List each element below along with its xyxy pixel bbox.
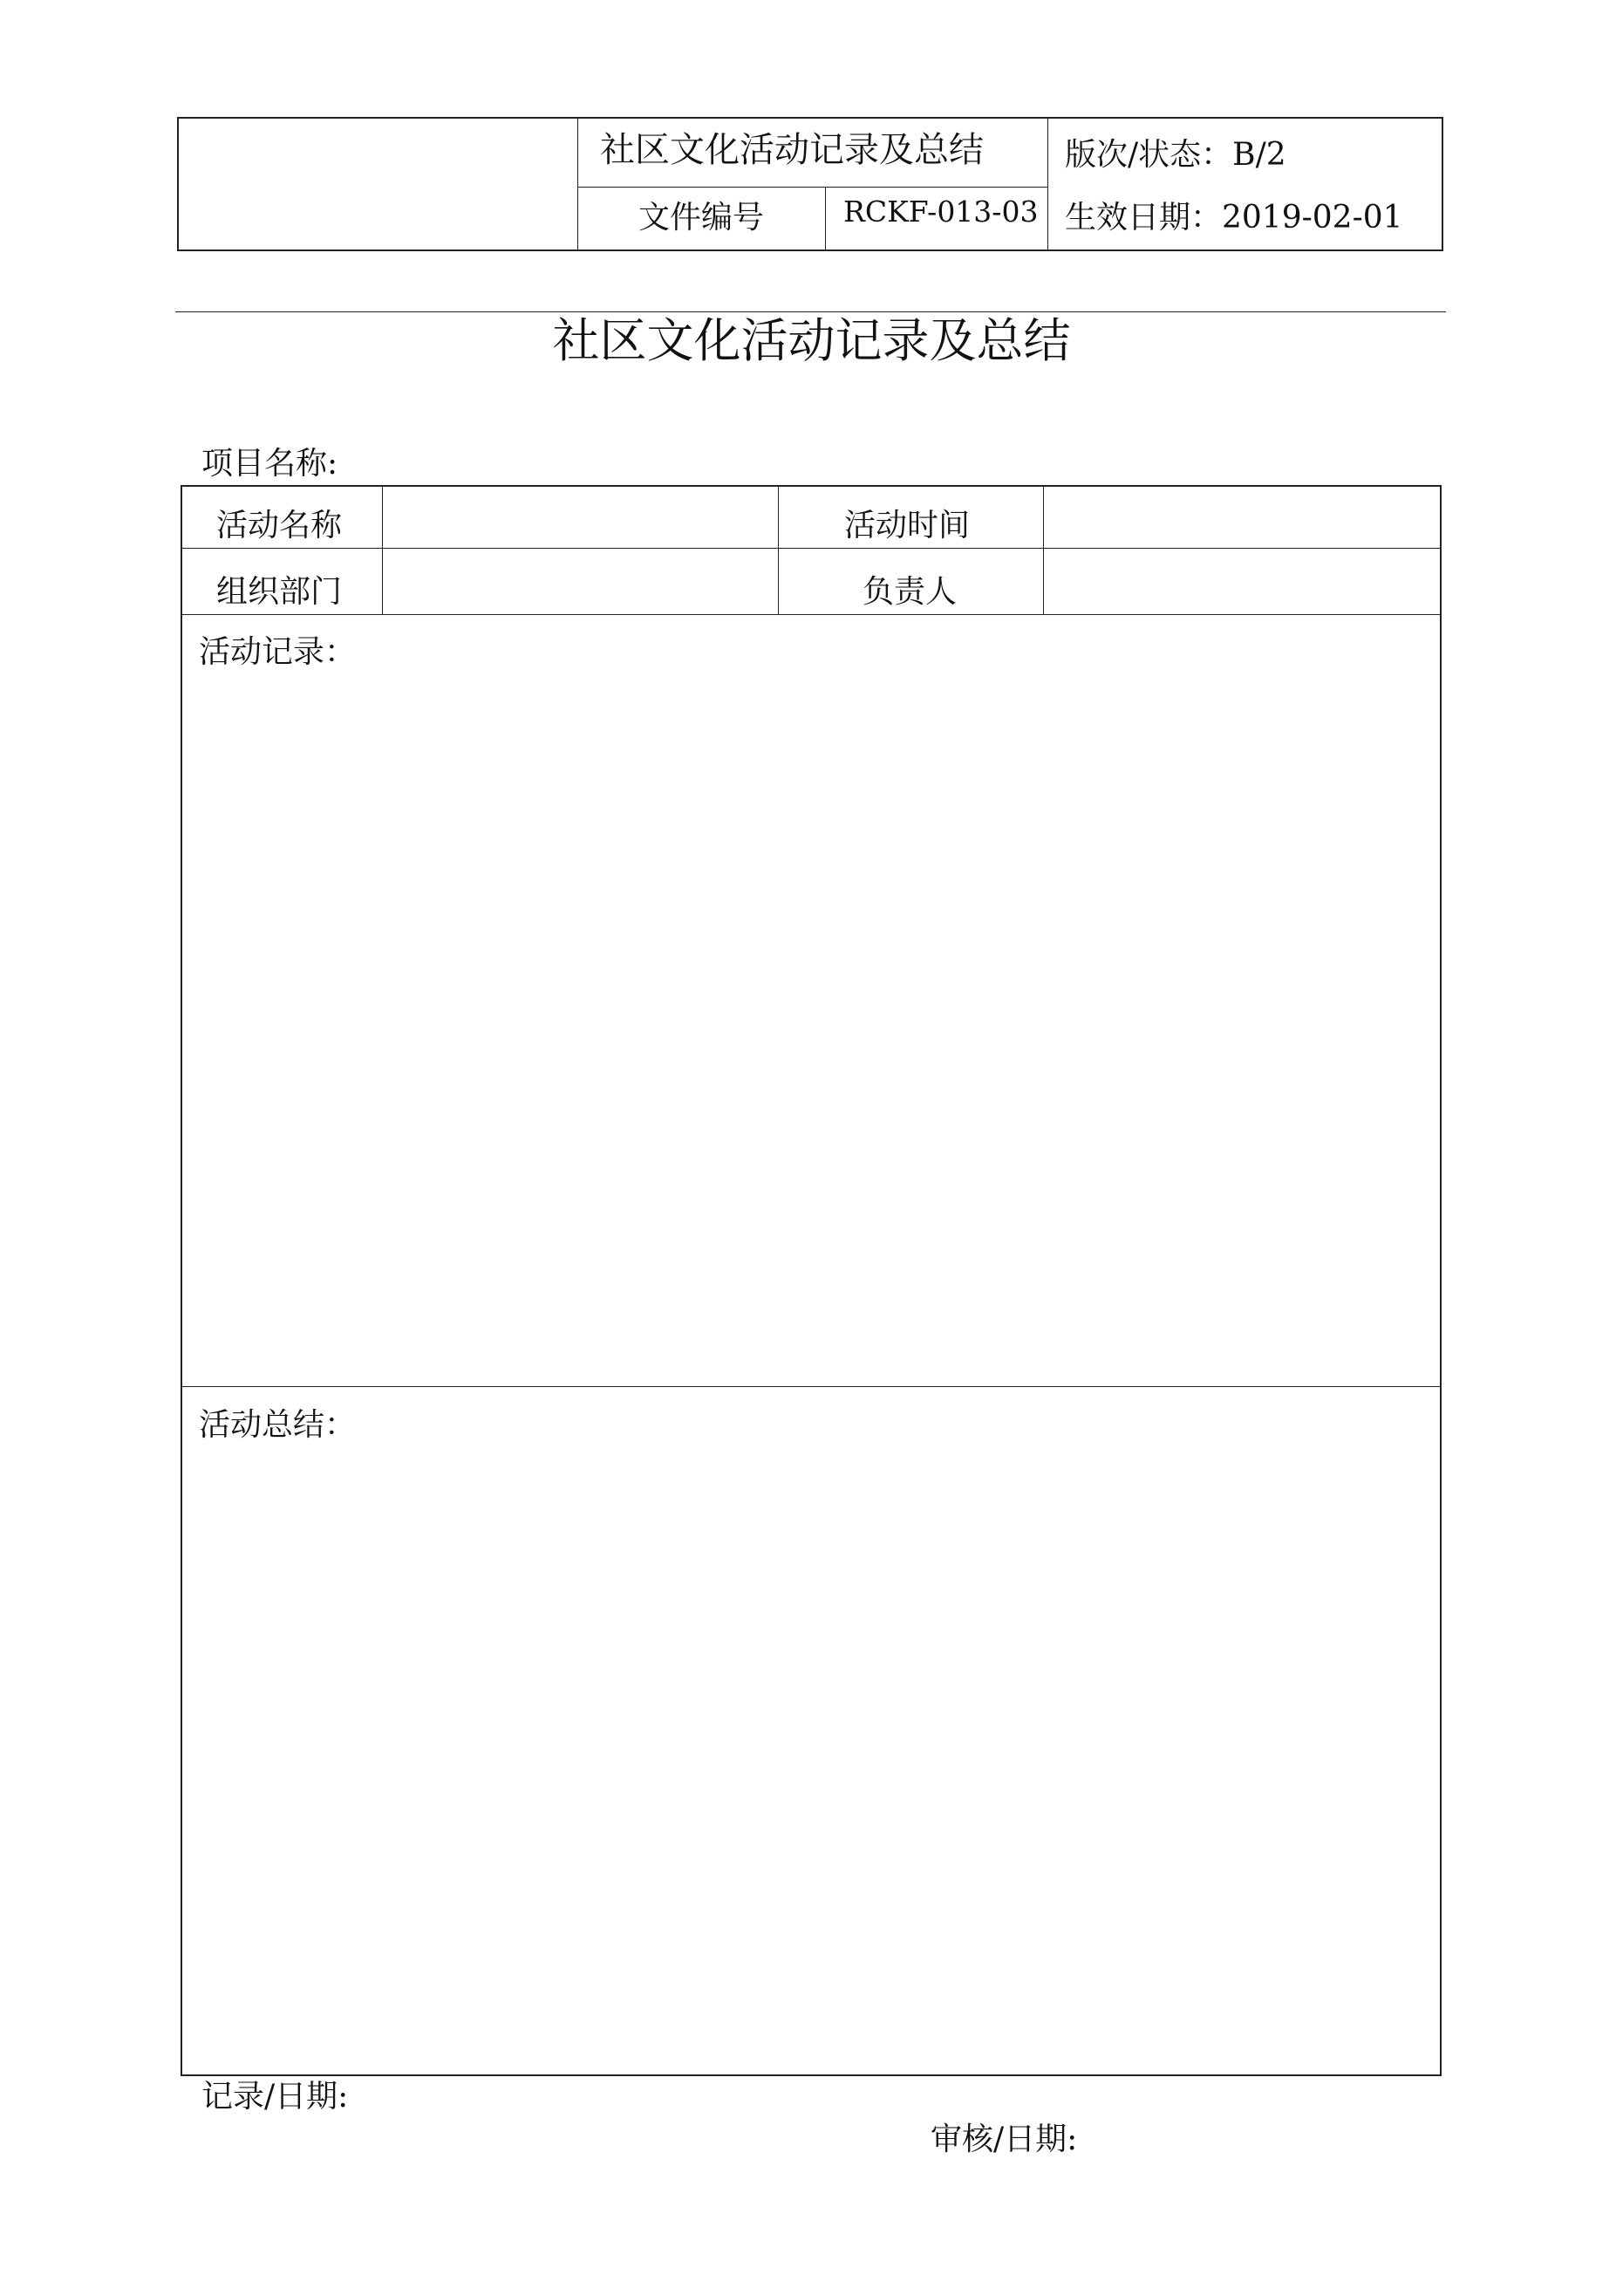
- effective-date: 生效日期：2019-02-01: [1065, 200, 1403, 236]
- header-doc-title: 社区文化活动记录及总结: [600, 130, 984, 170]
- table-row-divider: [182, 614, 1440, 615]
- activity-record-area[interactable]: [189, 679, 1428, 1377]
- document-header: [177, 117, 1443, 251]
- org-dept-label: 组织部门: [216, 574, 343, 610]
- activity-summary-label: 活动总结：: [199, 1407, 357, 1443]
- header-divider: [577, 119, 578, 251]
- header-divider: [825, 187, 826, 251]
- version-status: 版次/状态：B/2: [1065, 137, 1286, 173]
- activity-name-label: 活动名称: [216, 508, 343, 543]
- activity-record-label: 活动记录：: [199, 634, 357, 670]
- table-col-divider: [778, 487, 779, 614]
- table-row-divider: [182, 548, 1440, 549]
- record-date-label: 记录/日期:: [201, 2079, 349, 2115]
- person-in-charge-label: 负责人: [863, 574, 958, 610]
- activity-time-label: 活动时间: [844, 508, 971, 543]
- activity-summary-area[interactable]: [189, 1452, 1428, 2062]
- page-title: 社区文化活动记录及总结: [552, 313, 1071, 368]
- file-number-label: 文件编号: [638, 200, 765, 236]
- header-divider: [1047, 119, 1048, 251]
- review-date-label: 审核/日期:: [931, 2122, 1078, 2157]
- table-col-divider: [382, 487, 383, 614]
- header-divider: [577, 187, 1047, 188]
- file-number-value: RCKF-013-03: [843, 195, 1039, 229]
- table-row-divider: [182, 1386, 1440, 1387]
- project-name-label: 项目名称:: [201, 446, 338, 482]
- activity-form: [181, 485, 1442, 2076]
- header-rule: [175, 311, 1446, 312]
- table-col-divider: [1043, 487, 1044, 614]
